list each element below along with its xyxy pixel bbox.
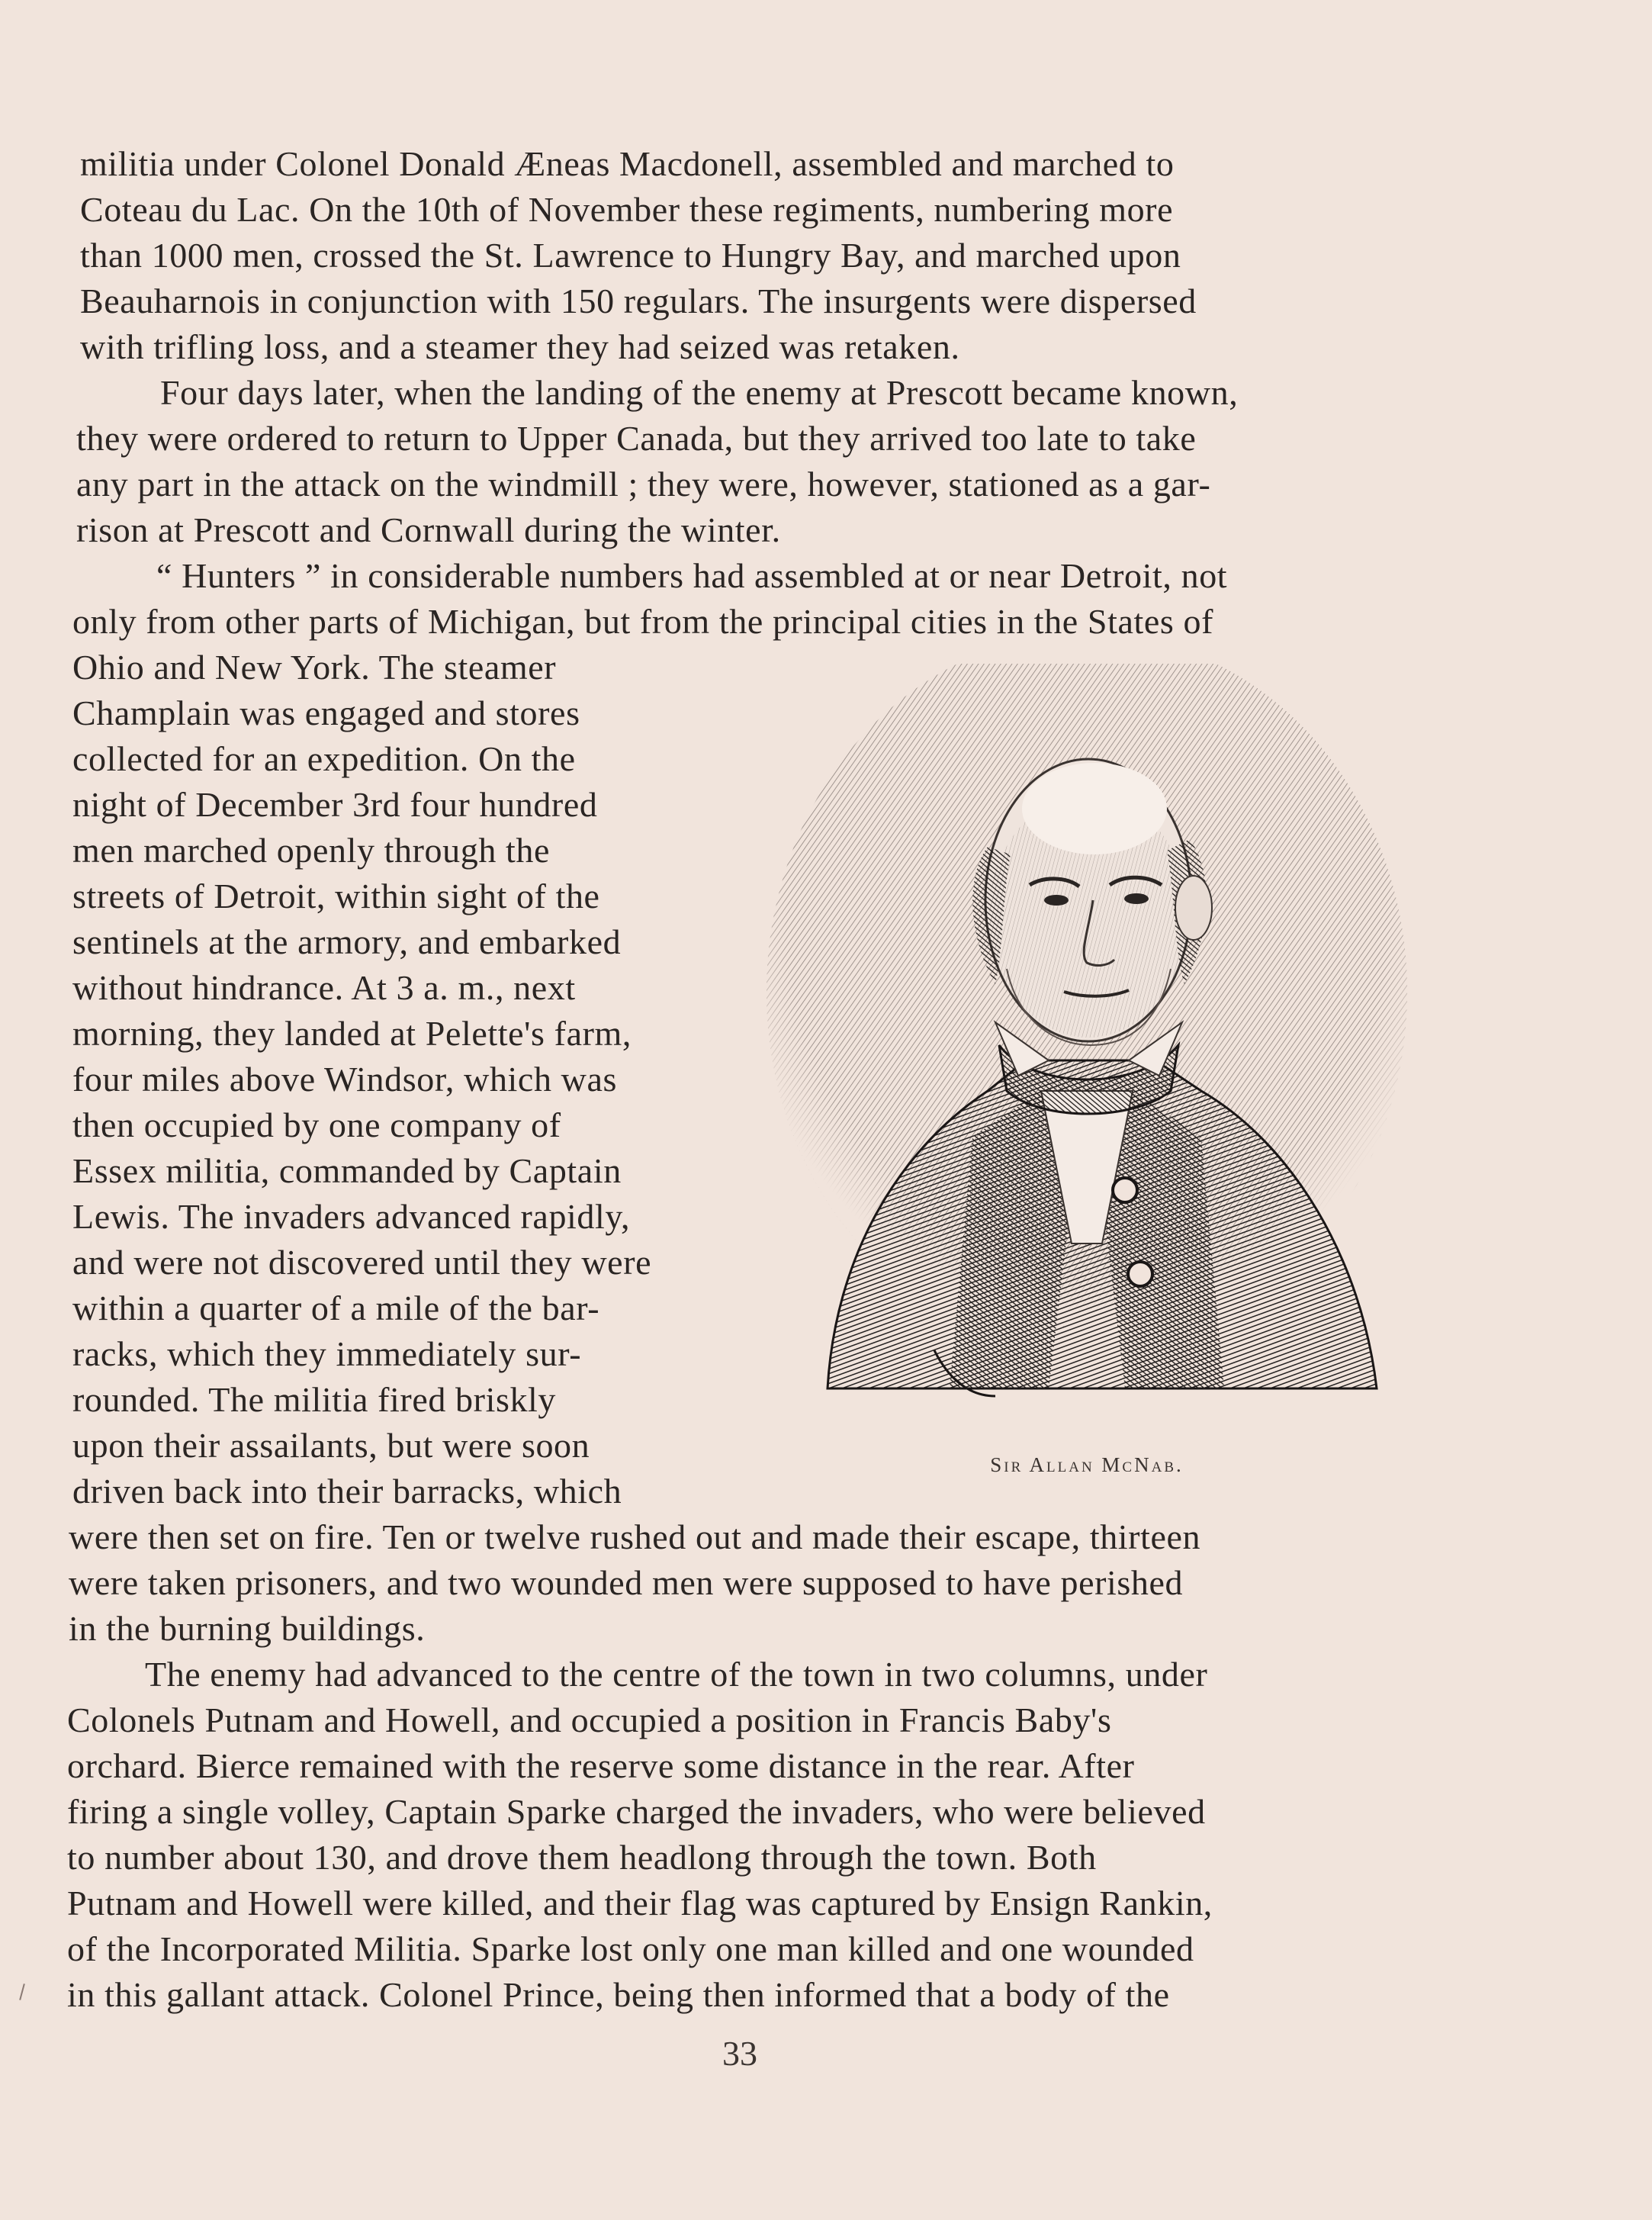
text-line: than 1000 men, crossed the St. Lawrence to Hungry Bay, and marched upon: [80, 236, 1181, 275]
text-line: any part in the attack on the windmill ; they were, however, stationed as a gar-: [76, 465, 1211, 504]
text-line: collected for an expedition. On the: [72, 739, 576, 778]
text-line: Coteau du Lac. On the 10th of November these regiments, numbering more: [80, 190, 1174, 229]
text-line: sentinels at the armory, and embarked: [72, 922, 622, 961]
text-line: without hindrance. At 3 a. m., next: [72, 968, 576, 1007]
page-number: 33: [722, 2034, 757, 2073]
text-line: The enemy had advanced to the centre of the town in two columns, under: [145, 1655, 1208, 1694]
text-line: “ Hunters ” in considerable numbers had assembled at or near Detroit, not: [156, 556, 1228, 595]
text-line: Beauharnois in conjunction with 150 regulars. The insurgents were dispersed: [80, 282, 1197, 320]
text-line: within a quarter of a mile of the bar-: [72, 1289, 600, 1327]
text-line: Ohio and New York. The steamer: [72, 648, 557, 687]
text-line: Essex militia, commanded by Captain: [72, 1151, 622, 1190]
text-line: then occupied by one company of: [72, 1105, 561, 1144]
text-line: racks, which they immediately sur-: [72, 1334, 582, 1373]
text-line: in the burning buildings.: [69, 1609, 426, 1648]
text-line: Putnam and Howell were killed, and their flag was captured by Ensign Rankin,: [67, 1884, 1213, 1922]
text-line: they were ordered to return to Upper Canada, but they arrived too late to take: [76, 419, 1197, 458]
text-line: night of December 3rd four hundred: [72, 785, 598, 824]
portrait-caption: Sir Allan McNab.: [990, 1453, 1184, 1476]
text-line: militia under Colonel Donald Æneas Macdonell, assembled and marched to: [80, 144, 1175, 183]
text-line: men marched openly through the: [72, 831, 551, 870]
text-line: Four days later, when the landing of the enemy at Prescott became known,: [160, 373, 1239, 412]
text-line: driven back into their barracks, which: [72, 1472, 622, 1511]
text-line: upon their assailants, but were soon: [72, 1426, 590, 1465]
text-line: were taken prisoners, and two wounded men were supposed to have perished: [69, 1563, 1184, 1602]
text-line: in this gallant attack. Colonel Prince, being then informed that a body of the: [67, 1975, 1170, 2014]
portrait-engraving: [744, 664, 1430, 1427]
portrait-illustration: [744, 664, 1430, 1427]
text-line: streets of Detroit, within sight of the: [72, 877, 600, 915]
text-line: Lewis. The invaders advanced rapidly,: [72, 1197, 631, 1236]
text-line: four miles above Windsor, which was: [72, 1060, 617, 1099]
text-line: morning, they landed at Pelette's farm,: [72, 1014, 632, 1053]
text-line: rounded. The militia fired briskly: [72, 1380, 557, 1419]
text-line: orchard. Bierce remained with the reserve some distance in the rear. After: [67, 1746, 1135, 1785]
text-line: with trifling loss, and a steamer they had seized was retaken.: [80, 327, 960, 366]
text-line: and were not discovered until they were: [72, 1243, 652, 1282]
text-line: Champlain was engaged and stores: [72, 693, 580, 732]
text-line: only from other parts of Michigan, but from the principal cities in the States of: [72, 602, 1213, 641]
text-line: were then set on fire. Ten or twelve rushed out and made their escape, thirteen: [69, 1517, 1201, 1556]
margin-mark: [19, 1984, 25, 2000]
text-line: to number about 130, and drove them headlong through the town. Both: [67, 1838, 1097, 1877]
text-line: firing a single volley, Captain Sparke charged the invaders, who were believed: [67, 1792, 1206, 1831]
text-line: of the Incorporated Militia. Sparke lost only one man killed and one wounded: [67, 1929, 1194, 1968]
text-line: rison at Prescott and Cornwall during the winter.: [76, 510, 781, 549]
text-line: Colonels Putnam and Howell, and occupied a position in Francis Baby's: [67, 1700, 1112, 1739]
